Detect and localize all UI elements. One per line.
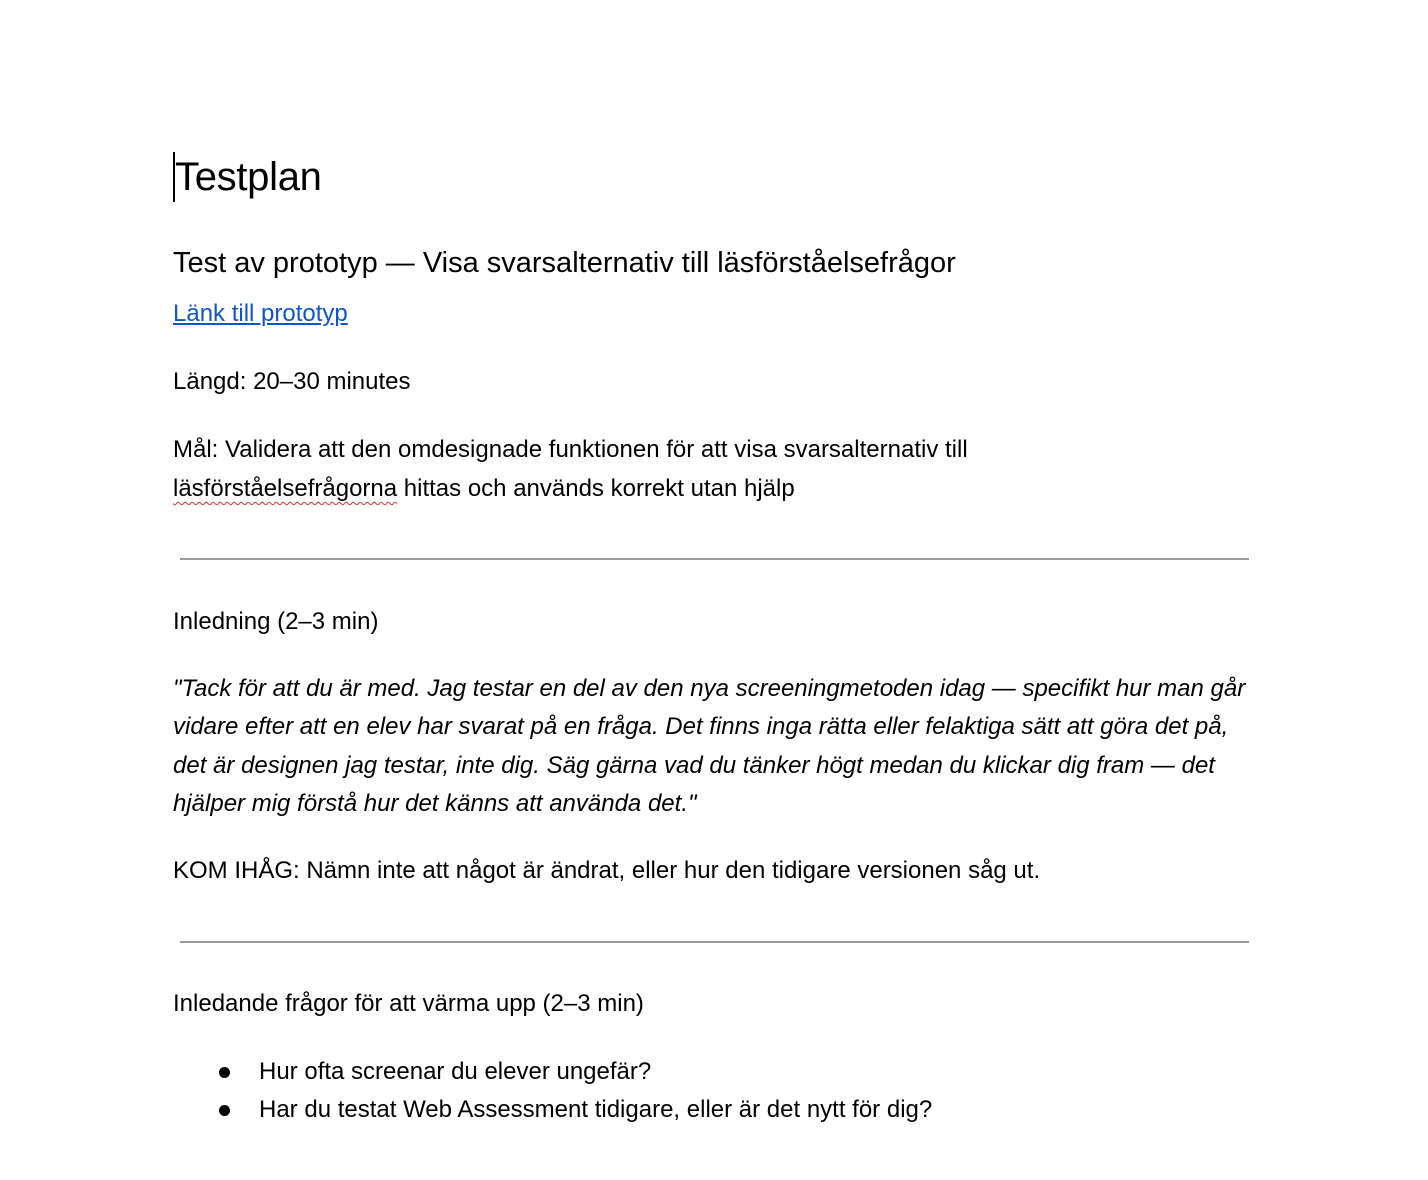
warmup-heading[interactable]: Inledande frågor för att värma upp (2–3 min) <box>173 990 644 1017</box>
horizontal-divider <box>180 558 1249 560</box>
list-item[interactable] <box>173 1053 932 1091</box>
goal-text-after: hittas och används korrekt utan hjälp <box>397 475 795 502</box>
question-text: Hur ofta screenar du elever ungefär? <box>259 1058 652 1085</box>
intro-heading[interactable]: Inledning (2–3 min) <box>173 608 379 635</box>
document-title[interactable]: Testplan <box>175 155 322 199</box>
length-paragraph[interactable] <box>173 362 411 401</box>
intro-quote[interactable]: "Tack för att du är med. Jag testar en del av den nya screeningmetoden idag — specifikt hur man går vidare efter att en elev har svarat på en fråga. Det finns inga rätta eller felaktiga sätt att göra det på, det är designen jag testar, inte dig. Säg gärna vad du tänker högt medan du klickar dig fram — det hjälper mig förstå hur det känns att använda det." <box>173 675 1246 817</box>
spellcheck-flagged-word[interactable]: läsförståelsefrågorna <box>173 475 398 502</box>
bullet-icon <box>219 1067 230 1078</box>
horizontal-divider <box>180 941 1249 943</box>
question-text: Har du testat Web Assessment tidigare, eller är det nytt för dig? <box>259 1096 933 1123</box>
prototype-link[interactable]: Länk till prototyp <box>173 300 348 327</box>
goal-paragraph[interactable] <box>173 430 1073 508</box>
length-label: Längd: <box>173 368 247 395</box>
length-value: 20–30 minutes <box>253 368 411 395</box>
title-line[interactable] <box>173 152 322 202</box>
goal-text-before: Validera att den omdesignade funktionen för att visa svarsalternativ till <box>225 436 968 463</box>
document-subtitle[interactable]: Test av prototyp — Visa svarsalternativ till läsförståelsefrågor <box>173 247 956 279</box>
bullet-icon <box>219 1105 230 1116</box>
reminder-note[interactable]: KOM IHÅG: Nämn inte att något är ändrat, eller hur den tidigare versionen såg ut. <box>173 857 1041 884</box>
goal-label: Mål: <box>173 436 219 463</box>
warmup-question-list <box>173 1053 932 1129</box>
list-item[interactable] <box>173 1091 932 1129</box>
